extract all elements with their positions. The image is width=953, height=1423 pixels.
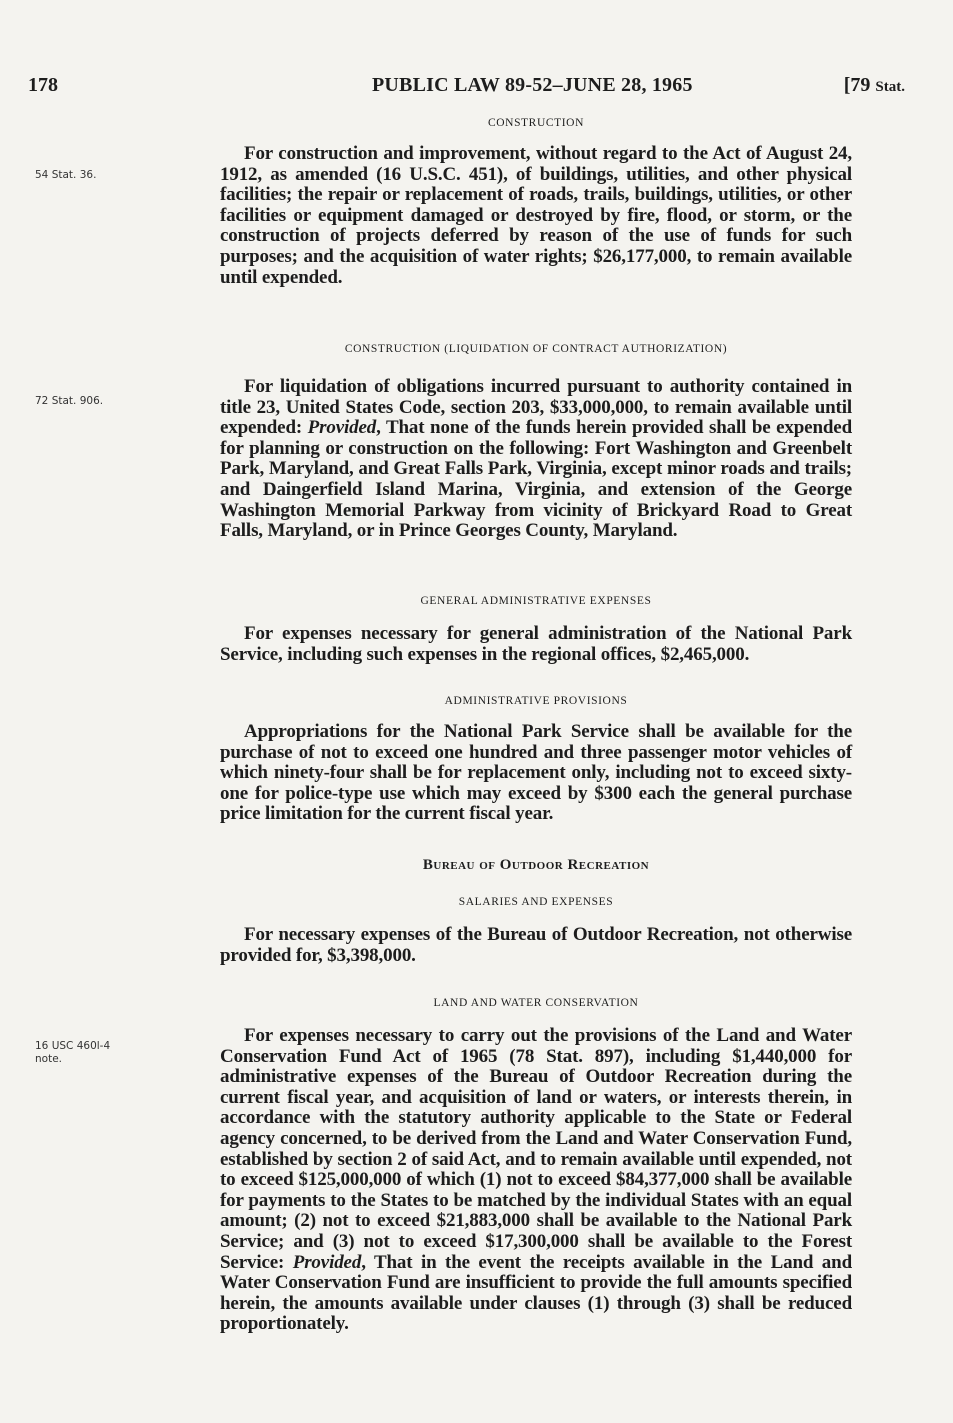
section-heading: LAND AND WATER CONSERVATION [433, 997, 639, 1009]
section-heading: ADMINISTRATIVE PROVISIONS [444, 695, 628, 707]
section-heading: CONSTRUCTION [487, 117, 584, 129]
section-land-water [220, 994, 852, 1335]
section-text: For liquidation of obligations incurred pursuant to authority contained in title 23, United States Code, section 203, $33,000,000, to remain available until expended: Provided, That none of the funds herein provided shall be expended for planning or construction on the following: Fort Washington and Greenbelt Park, Maryland, and Great Falls Park, Virginia, except minor roads and trails; and Daingerfield Island Marina, Virginia, and extension of the George Washington Memorial Parkway from vicinity of Brickyard Road to Great Falls, Maryland, or in Prince Georges County, Maryland. [220, 376, 852, 542]
page-header [28, 74, 905, 104]
section-salaries [220, 893, 852, 966]
section-text: For necessary expenses of the Bureau of Outdoor Recreation, not otherwise provided for, $3,398,000. [220, 924, 852, 966]
page-title: PUBLIC LAW 89-52–JUNE 28, 1965 [372, 74, 693, 96]
section-text: Appropriations for the National Park Service shall be available for the purchase of not to exceed one hundred and three passenger motor vehicles of which ninety-four shall be for replacement only, including not to exceed sixty-one for police-type use which may exceed by $300 each the general purchase price limitation for the current fiscal year. [220, 721, 852, 825]
section-text: For expenses necessary for general administration of the National Park Service, including such expenses in the regional offices, $2,465,000. [220, 623, 852, 665]
section-administrative-provisions [220, 692, 852, 825]
margin-note: 16 USC 460l-4 note. [35, 1040, 111, 1065]
page-number: 178 [28, 74, 58, 96]
section-heading: GENERAL ADMINISTRATIVE EXPENSES [420, 595, 652, 607]
section-heading: CONSTRUCTION (LIQUIDATION OF CONTRACT AUTHORIZATION) [344, 343, 728, 355]
volume-reference: [79 Stat. [843, 74, 905, 96]
section-heading: SALARIES AND EXPENSES [458, 896, 614, 908]
agency-heading-block [220, 853, 852, 877]
section-text: For expenses necessary to carry out the provisions of the Land and Water Conservation Fund Act of 1965 (78 Stat. 897), including $1,440,000 for administrative expenses of the Bureau of Outdoor Recreation during the current fiscal year, and acquisition of land or waters, or interests therein, in accordance with the statutory authority applicable to the State or Federal agency concerned, to be derived from the Land and Water Conservation Fund, established by section 2 of said Act, and to remain available until expended, not to exceed $125,000,000 of which (1) not to exceed $84,377,000 shall be available for payments to the States to be matched by the individual States with an equal amount; (2) not to exceed $21,883,000 shall be available to the National Park Service; and (3) not to exceed $17,300,000 shall be available to the Forest Service: Provided, That in the event the receipts available in the Land and Water Conservation Fund are insufficient to provide the full amounts specified herein, the amounts available under clauses (1) through (3) shall be reduced proportionately. [220, 1025, 852, 1335]
section-construction [220, 114, 852, 288]
agency-heading: Bureau of Outdoor Recreation [422, 857, 650, 873]
section-text: For construction and improvement, without regard to the Act of August 24, 1912, as amended (16 U.S.C. 451), of buildings, utilities, and other physical facilities; the repair or replacement of roads, trails, buildings, utilities, or other facilities or equipment damaged or destroyed by fire, flood, or storm, or the construction of projects deferred by reason of the use of funds for such purposes; and the acquisition of water rights; $26,177,000, to remain available until expended. [220, 143, 852, 288]
margin-note: 54 Stat. 36. [35, 169, 97, 181]
margin-note: 72 Stat. 906. [35, 395, 104, 407]
section-general-administrative [220, 592, 852, 665]
section-liquidation [220, 340, 852, 542]
